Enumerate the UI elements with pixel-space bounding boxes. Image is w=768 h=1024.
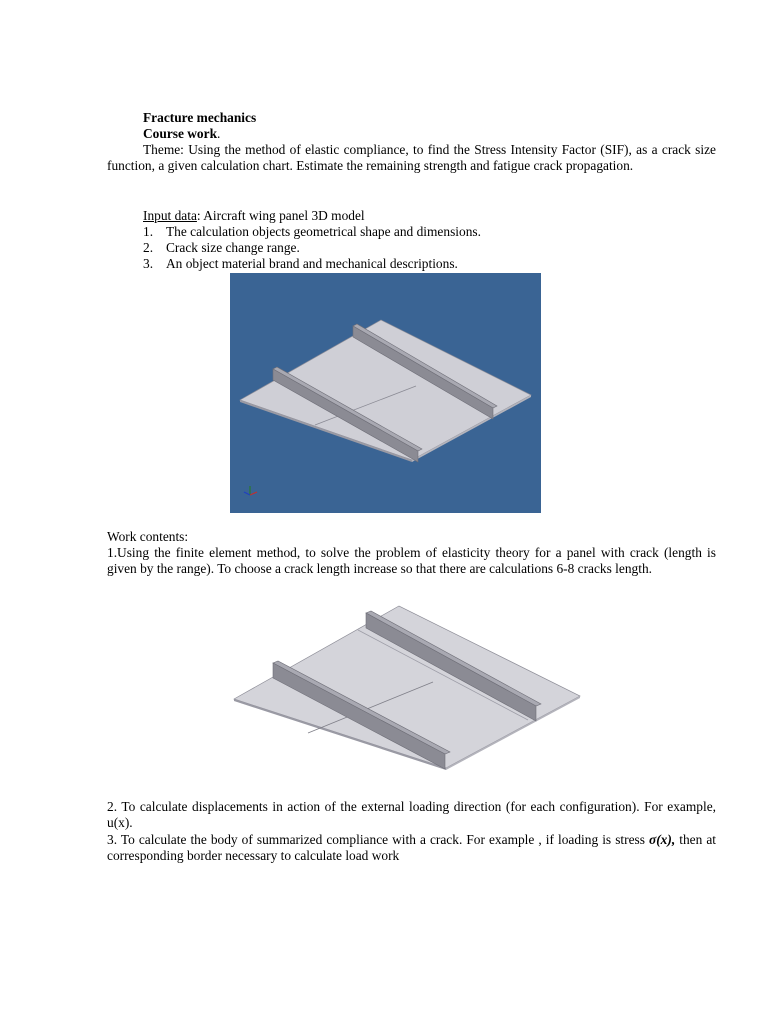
work-item-1: 1.Using the finite element method, to solve the problem of elasticity theory for a panel with crack (length is given by the range). To choose a crack length increase so that there are calculations 6-8 cracks length. bbox=[107, 545, 716, 577]
input-item: 2. Crack size change range. bbox=[143, 240, 300, 255]
wing-panel-3d-model bbox=[228, 600, 584, 780]
theme-paragraph: Theme: Using the method of elastic compliance, to find the Stress Intensity Factor (SIF), as a crack size function, a given calculation chart. Estimate the remaining strength and fatigue crack propagation. bbox=[107, 142, 716, 174]
wing-panel-3d-viewport bbox=[230, 273, 541, 513]
work-item-3: 3. To calculate the body of summarized compliance with a crack. For example , if loading is stress σ(x), then at corresponding border necessary to calculate load work bbox=[107, 832, 716, 864]
work-item-2: 2. To calculate displacements in action of the external loading direction (for each configuration). For example, u(x). bbox=[107, 799, 716, 831]
doc-subtitle: Course work. bbox=[143, 126, 221, 141]
doc-title: Fracture mechanics bbox=[143, 110, 257, 125]
sigma-symbol: σ(x), bbox=[649, 832, 676, 847]
input-data-line: Input data: Aircraft wing panel 3D model bbox=[143, 208, 365, 223]
input-item: 1. The calculation objects geometrical shape and dimensions. bbox=[143, 224, 481, 239]
input-data-label: Input data bbox=[143, 208, 197, 223]
work-contents-title: Work contents: bbox=[107, 529, 189, 544]
input-item: 3. An object material brand and mechanical descriptions. bbox=[143, 256, 458, 271]
